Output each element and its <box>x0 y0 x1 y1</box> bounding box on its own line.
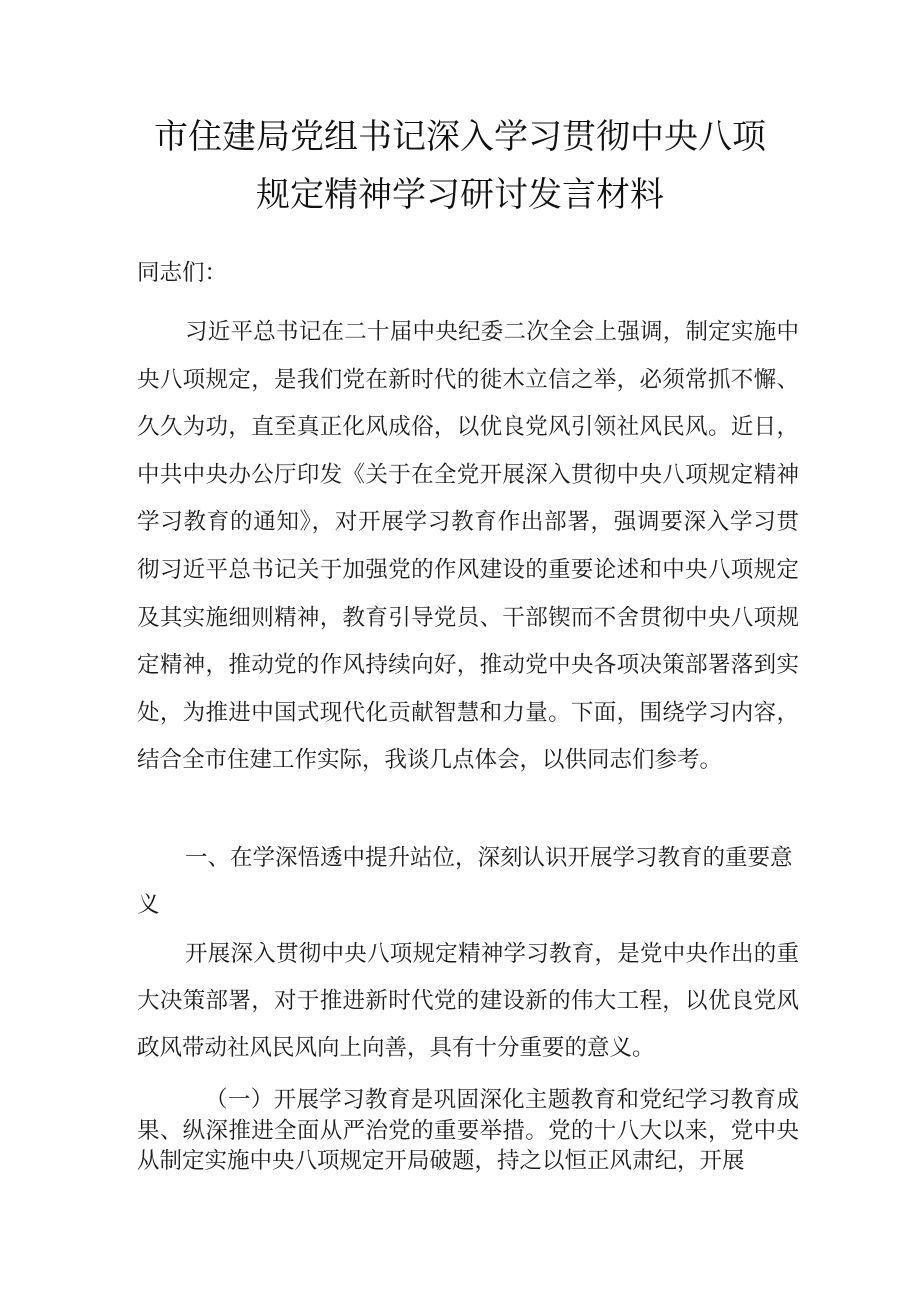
paragraph-intro: 习近平总书记在二十届中央纪委二次全会上强调，制定实施中央八项规定，是我们党在新时代的徙木立信之举，必须常抓不懈、久久为功，直至真正化风成俗，以优良党风引领社风民风。近日，中共中央办公厅印发《关于在全党开展深入贯彻中央八项规定精神学习教育的通知》，对开展学习教育作出部署，强调要深入学习贯彻习近平总书记关于加强党的作风建设的重要论述和中央八项规定及其实施细则精神，教育引导党员、干部锲而不舍贯彻中央八项规定精神，推动党的作风持续向好，推动党中央各项决策部署落到实处，为推进中国式现代化贡献智慧和力量。下面，围绕学习内容，结合全市住建工作实际，我谈几点体会，以供同志们参考。 <box>137 319 799 774</box>
paragraph-subsection-1: （一）开展学习教育是巩固深化主题教育和党纪学习教育成果、纵深推进全面从严治党的重要举措。党的十八大以来，党中央从制定实施中央八项规定开局破题，持之以恒正风肃纪，开展 <box>137 1087 799 1174</box>
section-heading-1: 一、在学深悟透中提升站位，深刻认识开展学习教育的重要意义 <box>137 845 793 918</box>
title-line-1: 市住建局党组书记深入学习贯彻中央八项 <box>154 117 766 157</box>
title-line-2: 规定精神学习研讨发言材料 <box>256 175 664 215</box>
document-title <box>130 108 790 224</box>
salutation: 同志们： <box>137 260 228 286</box>
paragraph-section-1: 开展深入贯彻中央八项规定精神学习教育，是党中央作出的重大决策部署，对于推进新时代党的建设新的伟大工程，以优良党风政风带动社风民风向上向善，具有十分重要的意义。 <box>137 941 799 1061</box>
